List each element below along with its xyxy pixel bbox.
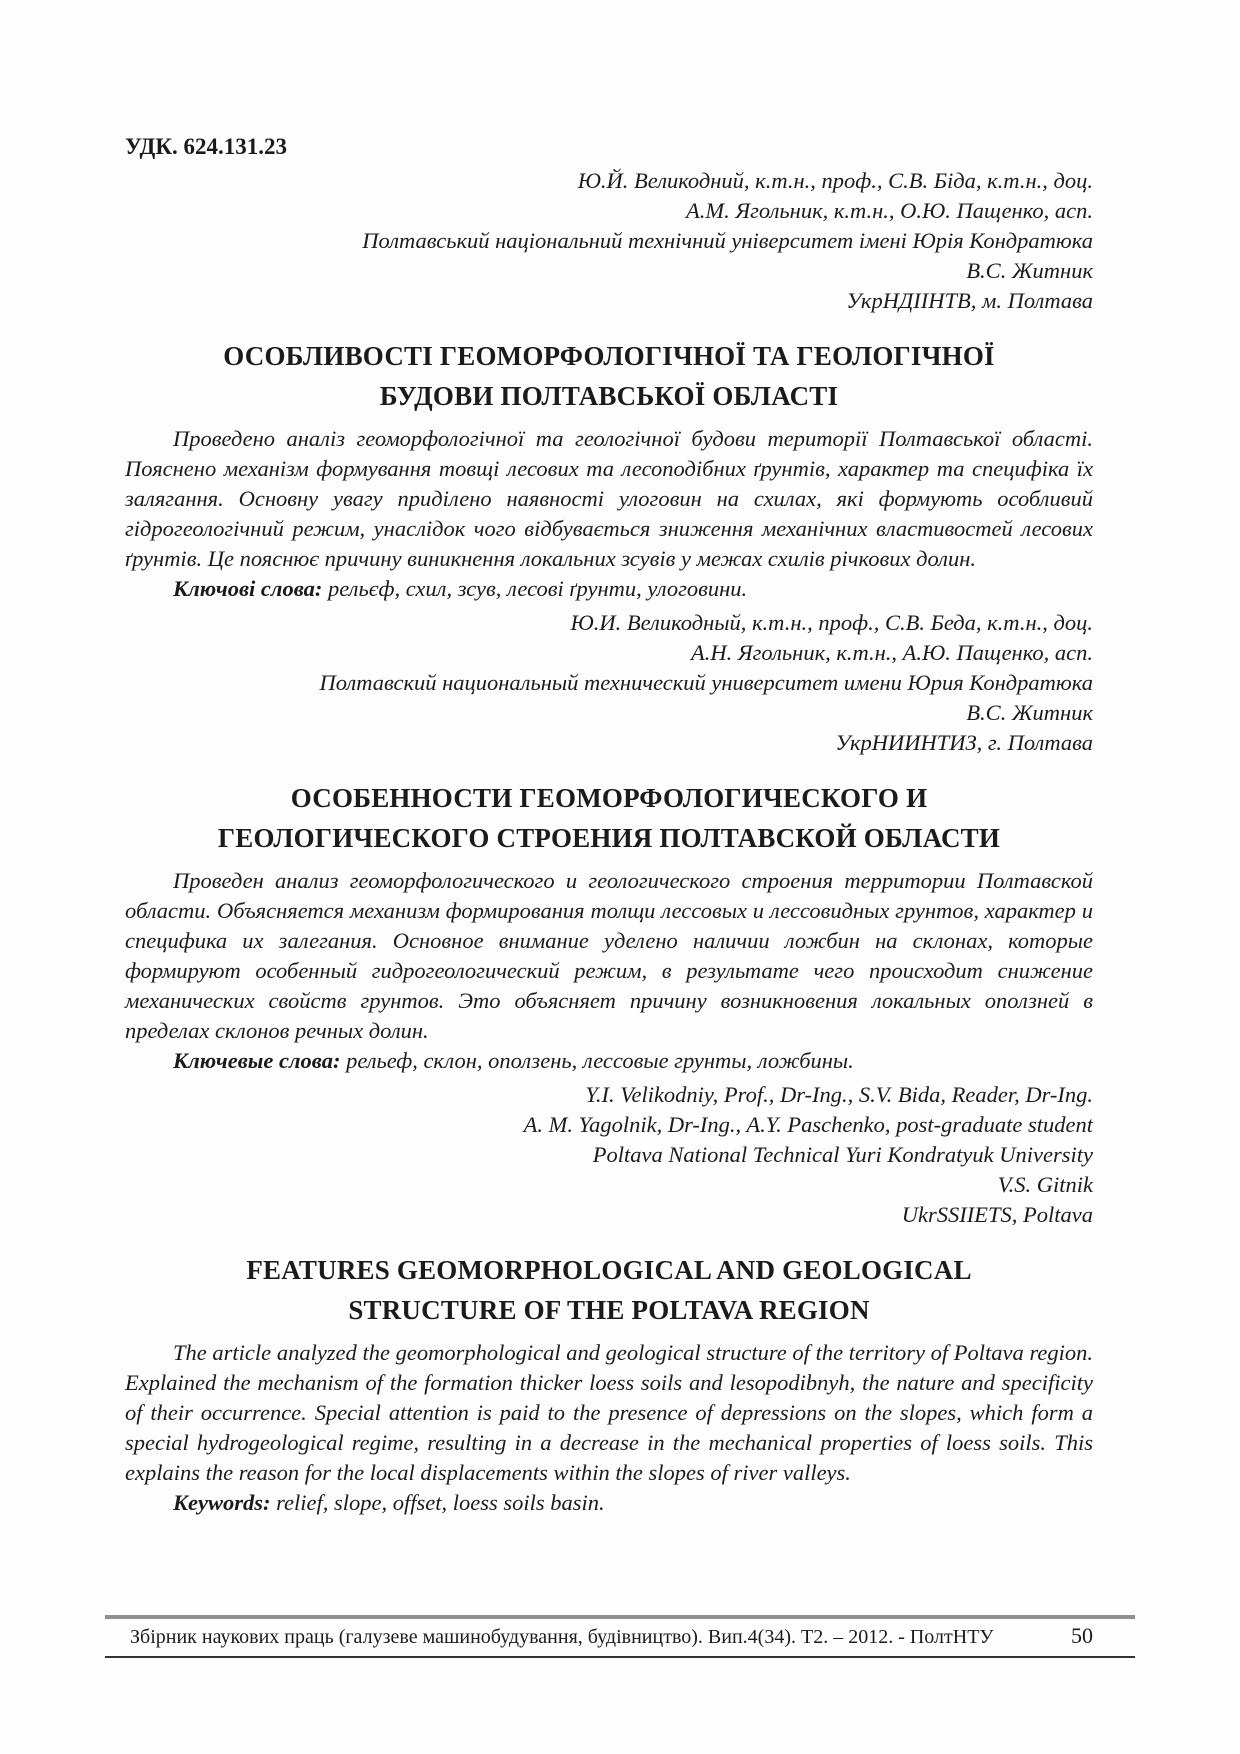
author-line: Ю.Й. Великодний, к.т.н., проф., С.В. Біда, к.т.н., доц. — [577, 168, 1093, 193]
author-line: А.Н. Ягольник, к.т.н., А.Ю. Пащенко, асп. — [690, 640, 1093, 665]
title-english — [125, 1250, 1093, 1330]
title-line: FEATURES GEOMORPHOLOGICAL AND GEOLOGICAL — [246, 1255, 972, 1285]
author-line: A. M. Yagolnik, Dr-Ing., A.Y. Paschenko, post-graduate student — [523, 1112, 1093, 1137]
affiliation-line: УкрНДІІНТВ, м. Полтава — [846, 288, 1093, 313]
affiliation-line: УкрНИИНТИЗ, г. Полтава — [835, 730, 1093, 755]
affiliation-line: UkrSSIIETS, Poltava — [901, 1202, 1093, 1227]
author-line: В.С. Житник — [966, 700, 1093, 725]
title-line: ОСОБЛИВОСТІ ГЕОМОРФОЛОГІЧНОЇ ТА ГЕОЛОГІЧНОЇ — [223, 341, 995, 371]
author-line: А.М. Ягольник, к.т.н., О.Ю. Пащенко, асп. — [685, 198, 1093, 223]
title-line: БУДОВИ ПОЛТАВСЬКОЇ ОБЛАСТІ — [379, 381, 839, 411]
page-footer — [105, 1615, 1135, 1658]
abstract-ukrainian: Проведено аналіз геоморфологічної та геологічної будови території Полтавської області. Пояснено механізм формування товщі лесових та лесоподібних ґрунтів, характер та специфіка їх залягання. Основну увагу приділено наявності улоговин на схилах, які формують особливий гідрогеологічний режим, унаслідок чого відбувається зниження механічних властивостей лесових ґрунтів. Це пояснює причину виникнення локальних зсувів у межах схилів річкових долин. — [125, 426, 1093, 571]
title-russian — [125, 778, 1093, 858]
keywords-russian — [125, 1046, 1093, 1076]
authors-russian — [125, 608, 1093, 758]
keywords-text: рельеф, склон, оползень, лессовые грунты, ложбины. — [346, 1048, 854, 1073]
title-line: ГЕОЛОГИЧЕСКОГО СТРОЕНИЯ ПОЛТАВСКОЙ ОБЛАСТИ — [217, 823, 1001, 853]
title-line: ОСОБЕННОСТИ ГЕОМОРФОЛОГИЧЕСКОГО И — [290, 783, 928, 813]
author-line: Y.I. Velikodniy, Prof., Dr-Ing., S.V. Bida, Reader, Dr-Ing. — [585, 1082, 1093, 1107]
affiliation-line: Полтавський національний технічний університет імені Юрія Кондратюка — [362, 228, 1093, 253]
footer-journal-info: Збірник наукових праць (галузеве машинобудування, будівництво). Вип.4(34). Т2. – 2012. - ПолтНТУ — [130, 1626, 994, 1648]
keywords-text: relief, slope, offset, loess soils basin. — [276, 1490, 605, 1515]
page-content — [125, 132, 1093, 1522]
author-line: V.S. Gitnik — [997, 1172, 1093, 1197]
keywords-english — [125, 1488, 1093, 1518]
keywords-label: Ключові слова: — [173, 576, 323, 601]
udc-code: УДК. 624.131.23 — [125, 134, 288, 159]
affiliation-line: Poltava National Technical Yuri Kondratyuk University — [592, 1142, 1093, 1167]
abstract-russian: Проведен анализ геоморфологического и геологического строения территории Полтавской области. Объясняется механизм формирования толщи лессовых и лессовидных грунтов, характер и специфика их залегания. Основное внимание уделено наличии ложбин на склонах, которые формируют особенный гидрогеологический режим, в результате чего происходит снижение механических свойств грунтов. Это объясняет причину возникновения локальных оползней в пределах склонов речных долин. — [125, 868, 1093, 1043]
title-line: STRUCTURE OF THE POLTAVA REGION — [348, 1295, 870, 1325]
authors-ukrainian — [125, 166, 1093, 316]
author-line: В.С. Житник — [966, 258, 1093, 283]
keywords-ukrainian — [125, 574, 1093, 604]
author-line: Ю.И. Великодный, к.т.н., проф., С.В. Беда, к.т.н., доц. — [570, 610, 1093, 635]
keywords-label: Ключевые слова: — [173, 1048, 341, 1073]
abstract-english: The article analyzed the geomorphological and geological structure of the territory of Poltava region. Explained the mechanism of the formation thicker loess soils and lesopodibnyh, the nature and specificity of their occurrence. Special attention is paid to the presence of depressions on the slopes, which form a special hydrogeological regime, resulting in a decrease in the mechanical properties of loess soils. This explains the reason for the local displacements within the slopes of river valleys. — [125, 1340, 1093, 1485]
affiliation-line: Полтавский национальный технический университет имени Юрия Кондратюка — [319, 670, 1093, 695]
keywords-text: рельєф, схил, зсув, лесові ґрунти, улоговини. — [327, 576, 748, 601]
title-ukrainian — [125, 336, 1093, 416]
footer-page-number: 50 — [1071, 1623, 1093, 1648]
authors-english — [125, 1080, 1093, 1230]
keywords-label: Keywords: — [173, 1490, 271, 1515]
